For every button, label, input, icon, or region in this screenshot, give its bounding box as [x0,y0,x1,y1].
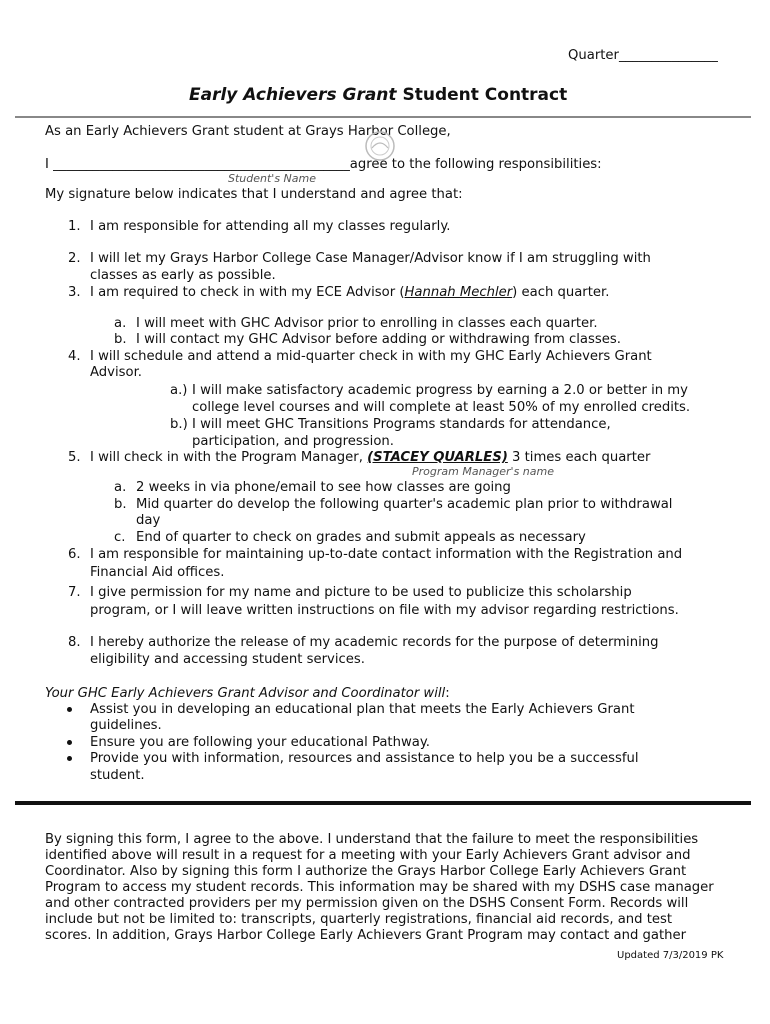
list-item: I am responsible for attending all my classes regularly. [90,219,451,234]
consent-line: Coordinator. Also by signing this form I authorize the Grays Harbor College Early Achievers Grant [45,864,687,879]
item-text: ) each quarter. [512,285,610,300]
consent-line: Program to access my student records. This information may be shared with my DSHS case manager [45,880,714,895]
sub-item: 2 weeks in via phone/email to see how classes are going [136,480,511,495]
page-title-rest: Student Contract [396,85,568,105]
header-rule [15,116,751,118]
sub-letter: a.) [170,383,188,398]
consent-line: and other contracted providers per my permission given on the DSHS Consent Form. Records will [45,896,689,911]
item-number: 3. [68,285,81,300]
item-text: 3 times each quarter [507,450,651,465]
sub-item: I will meet GHC Transitions Programs standards for attendance, [192,417,611,432]
consent-line: include but not be limited to: transcripts, quarterly registrations, financial aid records, and test [45,912,673,927]
item-number: 4. [68,349,81,364]
consent-line: identified above will result in a request for a meeting with your Early Achievers Grant advisor and [45,848,691,863]
item-text: I am required to check in with my ECE Advisor ( [90,285,405,300]
consent-line: By signing this form, I agree to the above. I understand that the failure to meet the responsibilities [45,832,699,847]
item-number: 5. [68,450,81,465]
advisor-heading [45,685,450,702]
advisor-bullet-cont: student. [90,768,145,783]
item-number: 7. [68,585,81,600]
sub-letter: b. [114,497,127,512]
bullet-icon [67,756,72,761]
item-number: 8. [68,635,81,650]
list-item: I am responsible for maintaining up-to-date contact information with the Registration and [90,547,683,562]
sub-letter: b.) [170,417,188,432]
list-item-cont: classes as early as possible. [90,268,276,283]
student-name-line: I _____________________________________________agree to the following responsibilities: [45,157,602,172]
list-item [90,449,650,466]
page-title-italic: Early Achievers Grant [189,85,397,105]
item-number: 6. [68,547,81,562]
sub-letter: a. [114,480,127,495]
student-name-caption: Student's Name [228,172,317,185]
sub-item-cont: participation, and progression. [192,434,394,449]
list-item: I give permission for my name and picture to be used to publicize this scholarship [90,585,632,600]
consent-line: scores. In addition, Grays Harbor College Early Achievers Grant Program may contact and gather [45,928,687,943]
advisor-bullet-cont: guidelines. [90,718,162,733]
advisor-bullet: Provide you with information, resources and assistance to help you be a successful [90,751,639,766]
sub-item: Mid quarter do develop the following quarter's academic plan prior to withdrawal [136,497,673,512]
program-manager-name: (STACEY QUARLES) [367,450,508,465]
sub-item: I will make satisfactory academic progress by earning a 2.0 or better in my [192,383,688,398]
advisor-heading-colon: : [445,686,450,701]
sub-letter: a. [114,316,127,331]
quarter-field-label: Quarter_______________ [568,48,718,63]
sub-item: End of quarter to check on grades and submit appeals as necessary [136,530,586,545]
bullet-icon [67,707,72,712]
list-item: I will schedule and attend a mid-quarter check in with my GHC Early Achievers Grant [90,349,652,364]
list-item-cont: program, or I will leave written instructions on file with my advisor regarding restrictions. [90,603,679,618]
item-number: 1. [68,219,81,234]
advisor-bullet: Assist you in developing an educational plan that meets the Early Achievers Grant [90,702,635,717]
program-manager-caption: Program Manager's name [412,465,555,478]
advisor-heading-text: Your GHC Early Achievers Grant Advisor and Coordinator will [45,686,446,701]
bullet-icon [67,740,72,745]
list-item-cont: Financial Aid offices. [90,565,225,580]
ece-advisor-name: Hannah Mechler [404,285,513,300]
updated-note: Updated 7/3/2019 PK [617,950,724,961]
list-item: I will let my Grays Harbor College Case Manager/Advisor know if I am struggling with [90,251,651,266]
sub-item: I will meet with GHC Advisor prior to enrolling in classes each quarter. [136,316,598,331]
item-text: I will check in with the Program Manager, [90,450,368,465]
section-divider [15,801,751,805]
sub-letter: c. [114,530,126,545]
list-item [90,284,609,301]
sub-letter: b. [114,332,127,347]
sub-item-cont: college level courses and will complete at least 50% of my enrolled credits. [192,400,691,415]
page-title [189,85,567,105]
item-number: 2. [68,251,81,266]
list-item-cont: eligibility and accessing student services. [90,652,365,667]
sub-item: I will contact my GHC Advisor before adding or withdrawing from classes. [136,332,621,347]
advisor-bullet: Ensure you are following your educational Pathway. [90,735,430,750]
list-item: I hereby authorize the release of my academic records for the purpose of determining [90,635,659,650]
list-item-cont: Advisor. [90,365,142,380]
sub-item-cont: day [136,513,161,528]
agreement-statement: My signature below indicates that I understand and agree that: [45,187,463,202]
intro-line: As an Early Achievers Grant student at Grays Harbor College, [45,124,451,139]
